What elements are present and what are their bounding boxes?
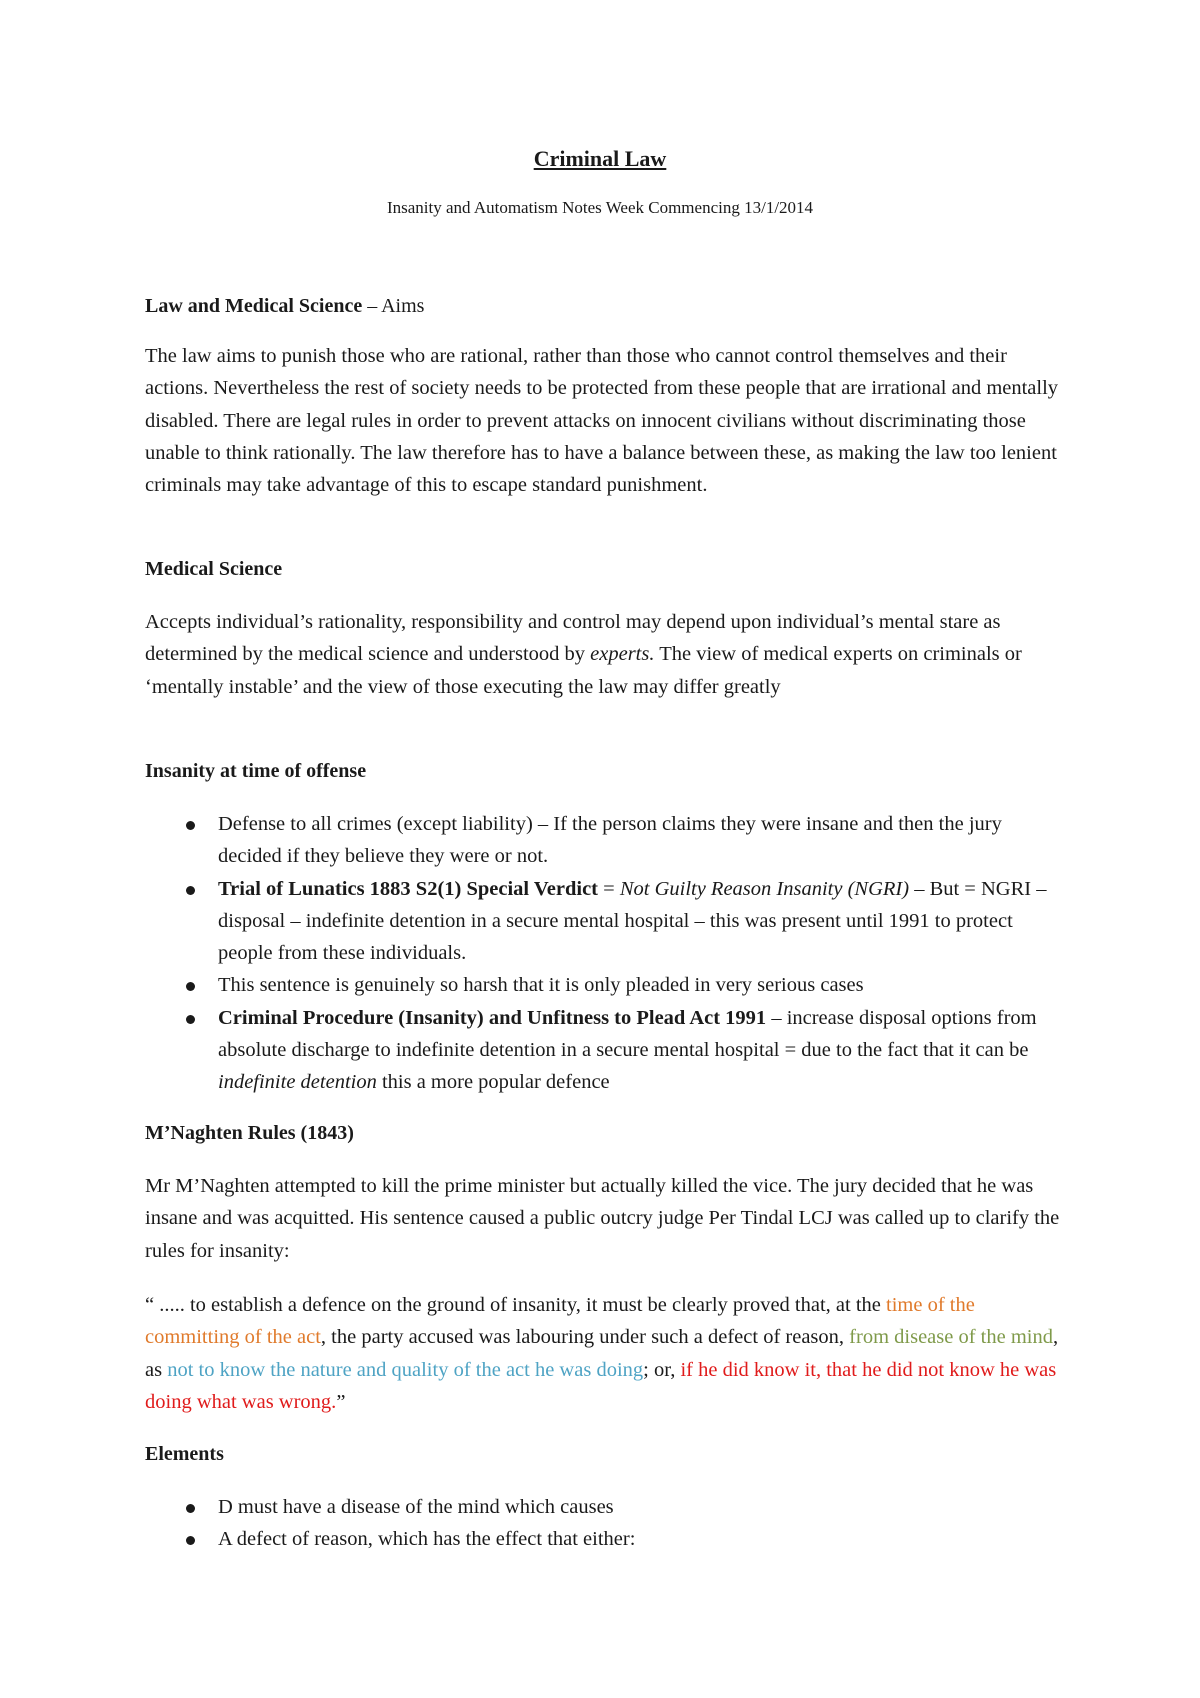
section-heading-law-medical-science xyxy=(145,292,424,320)
section-elements xyxy=(145,1491,1065,1556)
paragraph-medical-science xyxy=(145,606,1065,703)
quote-text: , the party accused was labouring under such a defect of reason, xyxy=(320,1326,850,1349)
list-item xyxy=(145,873,1065,970)
section-medical-science xyxy=(145,606,1065,703)
list-item: A defect of reason, which has the effect that either: xyxy=(145,1523,1065,1555)
paragraph-mnaghten: Mr M’Naghten attempted to kill the prime minister but actually killed the vice. The jury decided that he was insane and was acquitted. His sentence caused a public outcry judge Per Tindal LCJ was called up to clarify the rules for insanity: xyxy=(145,1175,1060,1262)
document-subtitle: Insanity and Automatism Notes Week Commencing 13/1/2014 xyxy=(386,198,814,217)
section-heading-insanity-offense: Insanity at time of offense xyxy=(145,760,367,782)
heading-bold-text: Law and Medical Science xyxy=(145,295,363,317)
section-heading-medical-science: Medical Science xyxy=(145,558,283,580)
section-heading-mnaghten: M’Naghten Rules (1843) xyxy=(145,1122,354,1144)
quote-text: ” xyxy=(336,1390,346,1413)
quote-highlight-nature: not to know the nature and quality of the act he was doing xyxy=(167,1358,644,1381)
mnaghten-quote xyxy=(145,1289,1065,1418)
insanity-bullet-list xyxy=(145,808,1065,1099)
bullet-bold-text: Trial of Lunatics 1883 S2(1) Special Verdict xyxy=(218,877,599,900)
heading-plain-text: – Aims xyxy=(362,295,425,317)
document-title: Criminal Law xyxy=(533,146,667,171)
quote-text: “ ..... to establish a defence on the ground of insanity, it must be clearly proved that, at the xyxy=(145,1294,887,1316)
section-insanity-offense xyxy=(145,808,1065,1099)
section-mnaghten-quote xyxy=(145,1289,1065,1418)
paragraph-text: The view of medical experts on criminals or ‘mentally instable’ and the view of those executing the law may differ greatly xyxy=(145,643,1022,698)
bullet-bold-text: Criminal Procedure (Insanity) and Unfitness to Plead Act 1991 xyxy=(218,1006,767,1029)
section-heading-elements: Elements xyxy=(145,1443,224,1465)
bullet-italic-text: indefinite detention xyxy=(218,1071,377,1094)
list-item xyxy=(145,1002,1065,1099)
bullet-text: this a more popular defence xyxy=(376,1071,610,1094)
paragraph-italic-text: experts. xyxy=(590,643,655,666)
quote-highlight-time: time of the committing of the act xyxy=(145,1294,975,1349)
section-law-medical-science xyxy=(145,340,1065,501)
bullet-text: – increase disposal options from absolute discharge to indefinite detention in a secure mental hospital = due to the fact that it can be xyxy=(218,1006,1037,1062)
quote-highlight-disease: from disease of the mind xyxy=(849,1326,1053,1349)
list-item: D must have a disease of the mind which causes xyxy=(145,1491,1065,1523)
bullet-italic-text: Not Guilty Reason Insanity (NGRI) xyxy=(619,877,910,900)
quote-text: ; or, xyxy=(643,1358,681,1381)
quote-text: , as xyxy=(145,1326,1059,1381)
paragraph-law-aims: The law aims to punish those who are rational, rather than those who cannot control themselves and their actions. Nevertheless the rest of society needs to be protected from these people that are irrational and mentally disabled. There are legal rules in order to prevent attacks on innocent civilians without discriminating those unable to think rationally. The law therefore has to have a balance between these, as making the law too lenient criminals may take advantage of this to escape standard punishment. xyxy=(145,345,1059,497)
list-item: Defense to all crimes (except liability) – If the person claims they were insane and then the jury decided if they believe they were or not. xyxy=(145,808,1065,873)
bullet-text: = xyxy=(598,877,620,900)
section-mnaghten xyxy=(145,1170,1065,1267)
paragraph-text: Accepts individual’s rationality, responsibility and control may depend upon individual’s mental stare as determined by the medical science and understood by xyxy=(145,611,1001,666)
quote-highlight-wrong: if he did know it, that he did not know he was doing what was wrong. xyxy=(145,1358,1057,1413)
list-item: This sentence is genuinely so harsh that it is only pleaded in very serious cases xyxy=(145,969,1065,1001)
elements-bullet-list xyxy=(145,1491,1065,1556)
bullet-text: – But = NGRI – disposal – indefinite detention in a secure mental hospital – this was present until 1991 to protect people from these individuals. xyxy=(218,877,1047,965)
